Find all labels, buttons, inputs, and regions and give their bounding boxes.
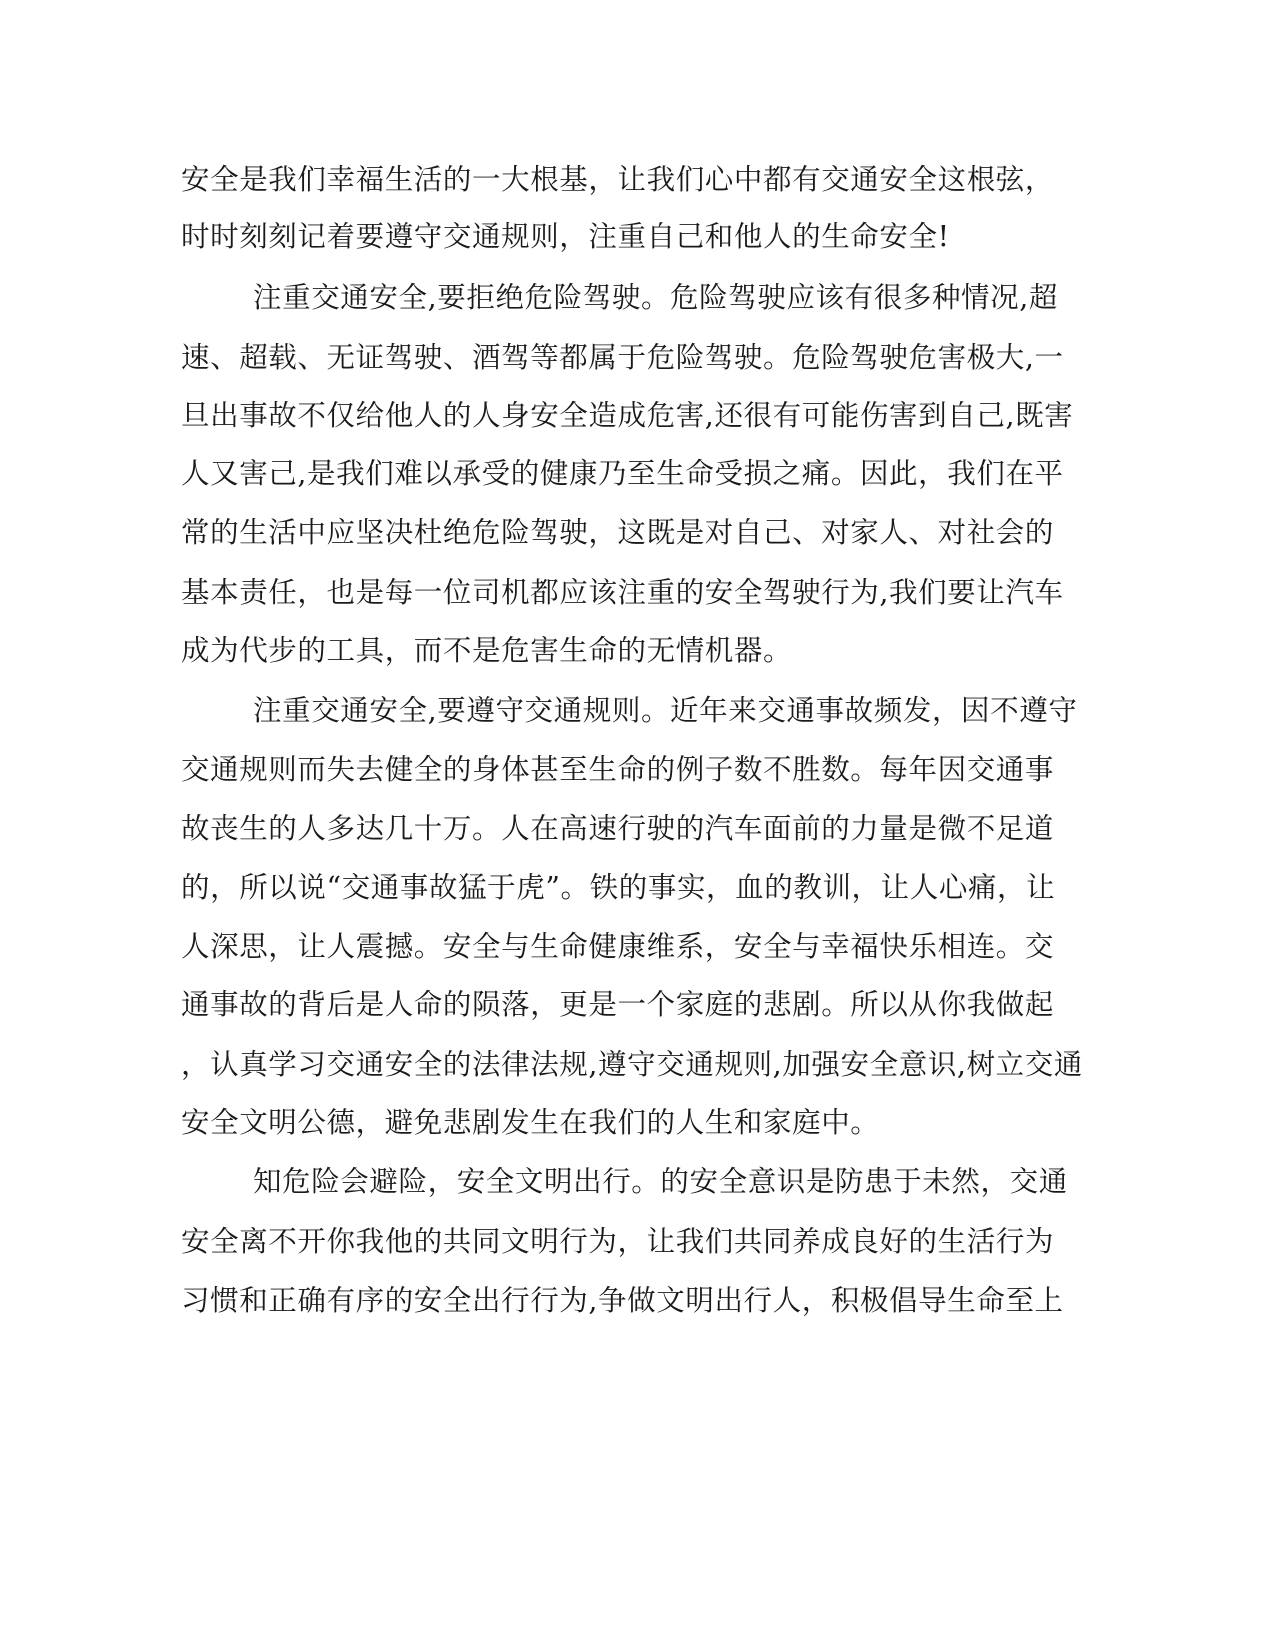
paragraph-3-line-6: 通事故的背后是人命的陨落，更是一个家庭的悲剧。所以从你我做起 [181, 988, 1055, 1021]
paragraph-4-line-2: 安全离不开你我他的共同文明行为，让我们共同养成良好的生活行为 [181, 1225, 1055, 1258]
paragraph-3-line-5: 人深思，让人震撼。安全与生命健康维系，安全与幸福快乐相连。交 [181, 930, 1055, 963]
paragraph-2-line-2: 速、超载、无证驾驶、酒驾等都属于危险驾驶。危险驾驶危害极大,一 [181, 341, 1064, 374]
paragraph-2-line-4: 人又害己,是我们难以承受的健康乃至生命受损之痛。因此，我们在平 [181, 457, 1064, 490]
paragraph-1-line-2: 时时刻刻记着要遵守交通规则，注重自己和他人的生命安全! [181, 220, 950, 253]
paragraph-4-line-3: 习惯和正确有序的安全出行行为,争做文明出行人，积极倡导生命至上 [181, 1284, 1064, 1317]
paragraph-3-line-2: 交通规则而失去健全的身体甚至生命的例子数不胜数。每年因交通事 [181, 753, 1055, 786]
paragraph-4-line-1: 知危险会避险，安全文明出行。的安全意识是防患于未然，交通 [253, 1165, 1068, 1198]
paragraph-2-line-7: 成为代步的工具，而不是危害生命的无情机器。 [181, 634, 793, 667]
paragraph-2-line-1: 注重交通安全,要拒绝危险驾驶。危险驾驶应该有很多种情况,超 [253, 281, 1059, 314]
paragraph-3-line-4: 的，所以说“交通事故猛于虎”。铁的事实，血的教训，让人心痛，让 [181, 871, 1056, 904]
paragraph-2-line-5: 常的生活中应坚决杜绝危险驾驶，这既是对自己、对家人、对社会的 [181, 516, 1055, 549]
paragraph-2-line-3: 旦出事故不仅给他人的人身安全造成危害,还很有可能伤害到自己,既害 [181, 399, 1074, 432]
paragraph-3-line-3: 故丧生的人多达几十万。人在高速行驶的汽车面前的力量是微不足道 [181, 812, 1055, 845]
paragraph-3-line-8: 安全文明公德，避免悲剧发生在我们的人生和家庭中。 [181, 1106, 880, 1139]
paragraph-2-line-6: 基本责任，也是每一位司机都应该注重的安全驾驶行为,我们要让汽车 [181, 576, 1064, 609]
paragraph-1-line-1: 安全是我们幸福生活的一大根基，让我们心中都有交通安全这根弦， [181, 163, 1055, 196]
paragraph-3-line-7: ，认真学习交通安全的法律法规,遵守交通规则,加强安全意识,树立交通 [181, 1048, 1083, 1081]
paragraph-3-line-1: 注重交通安全,要遵守交通规则。近年来交通事故频发，因不遵守 [253, 694, 1078, 727]
